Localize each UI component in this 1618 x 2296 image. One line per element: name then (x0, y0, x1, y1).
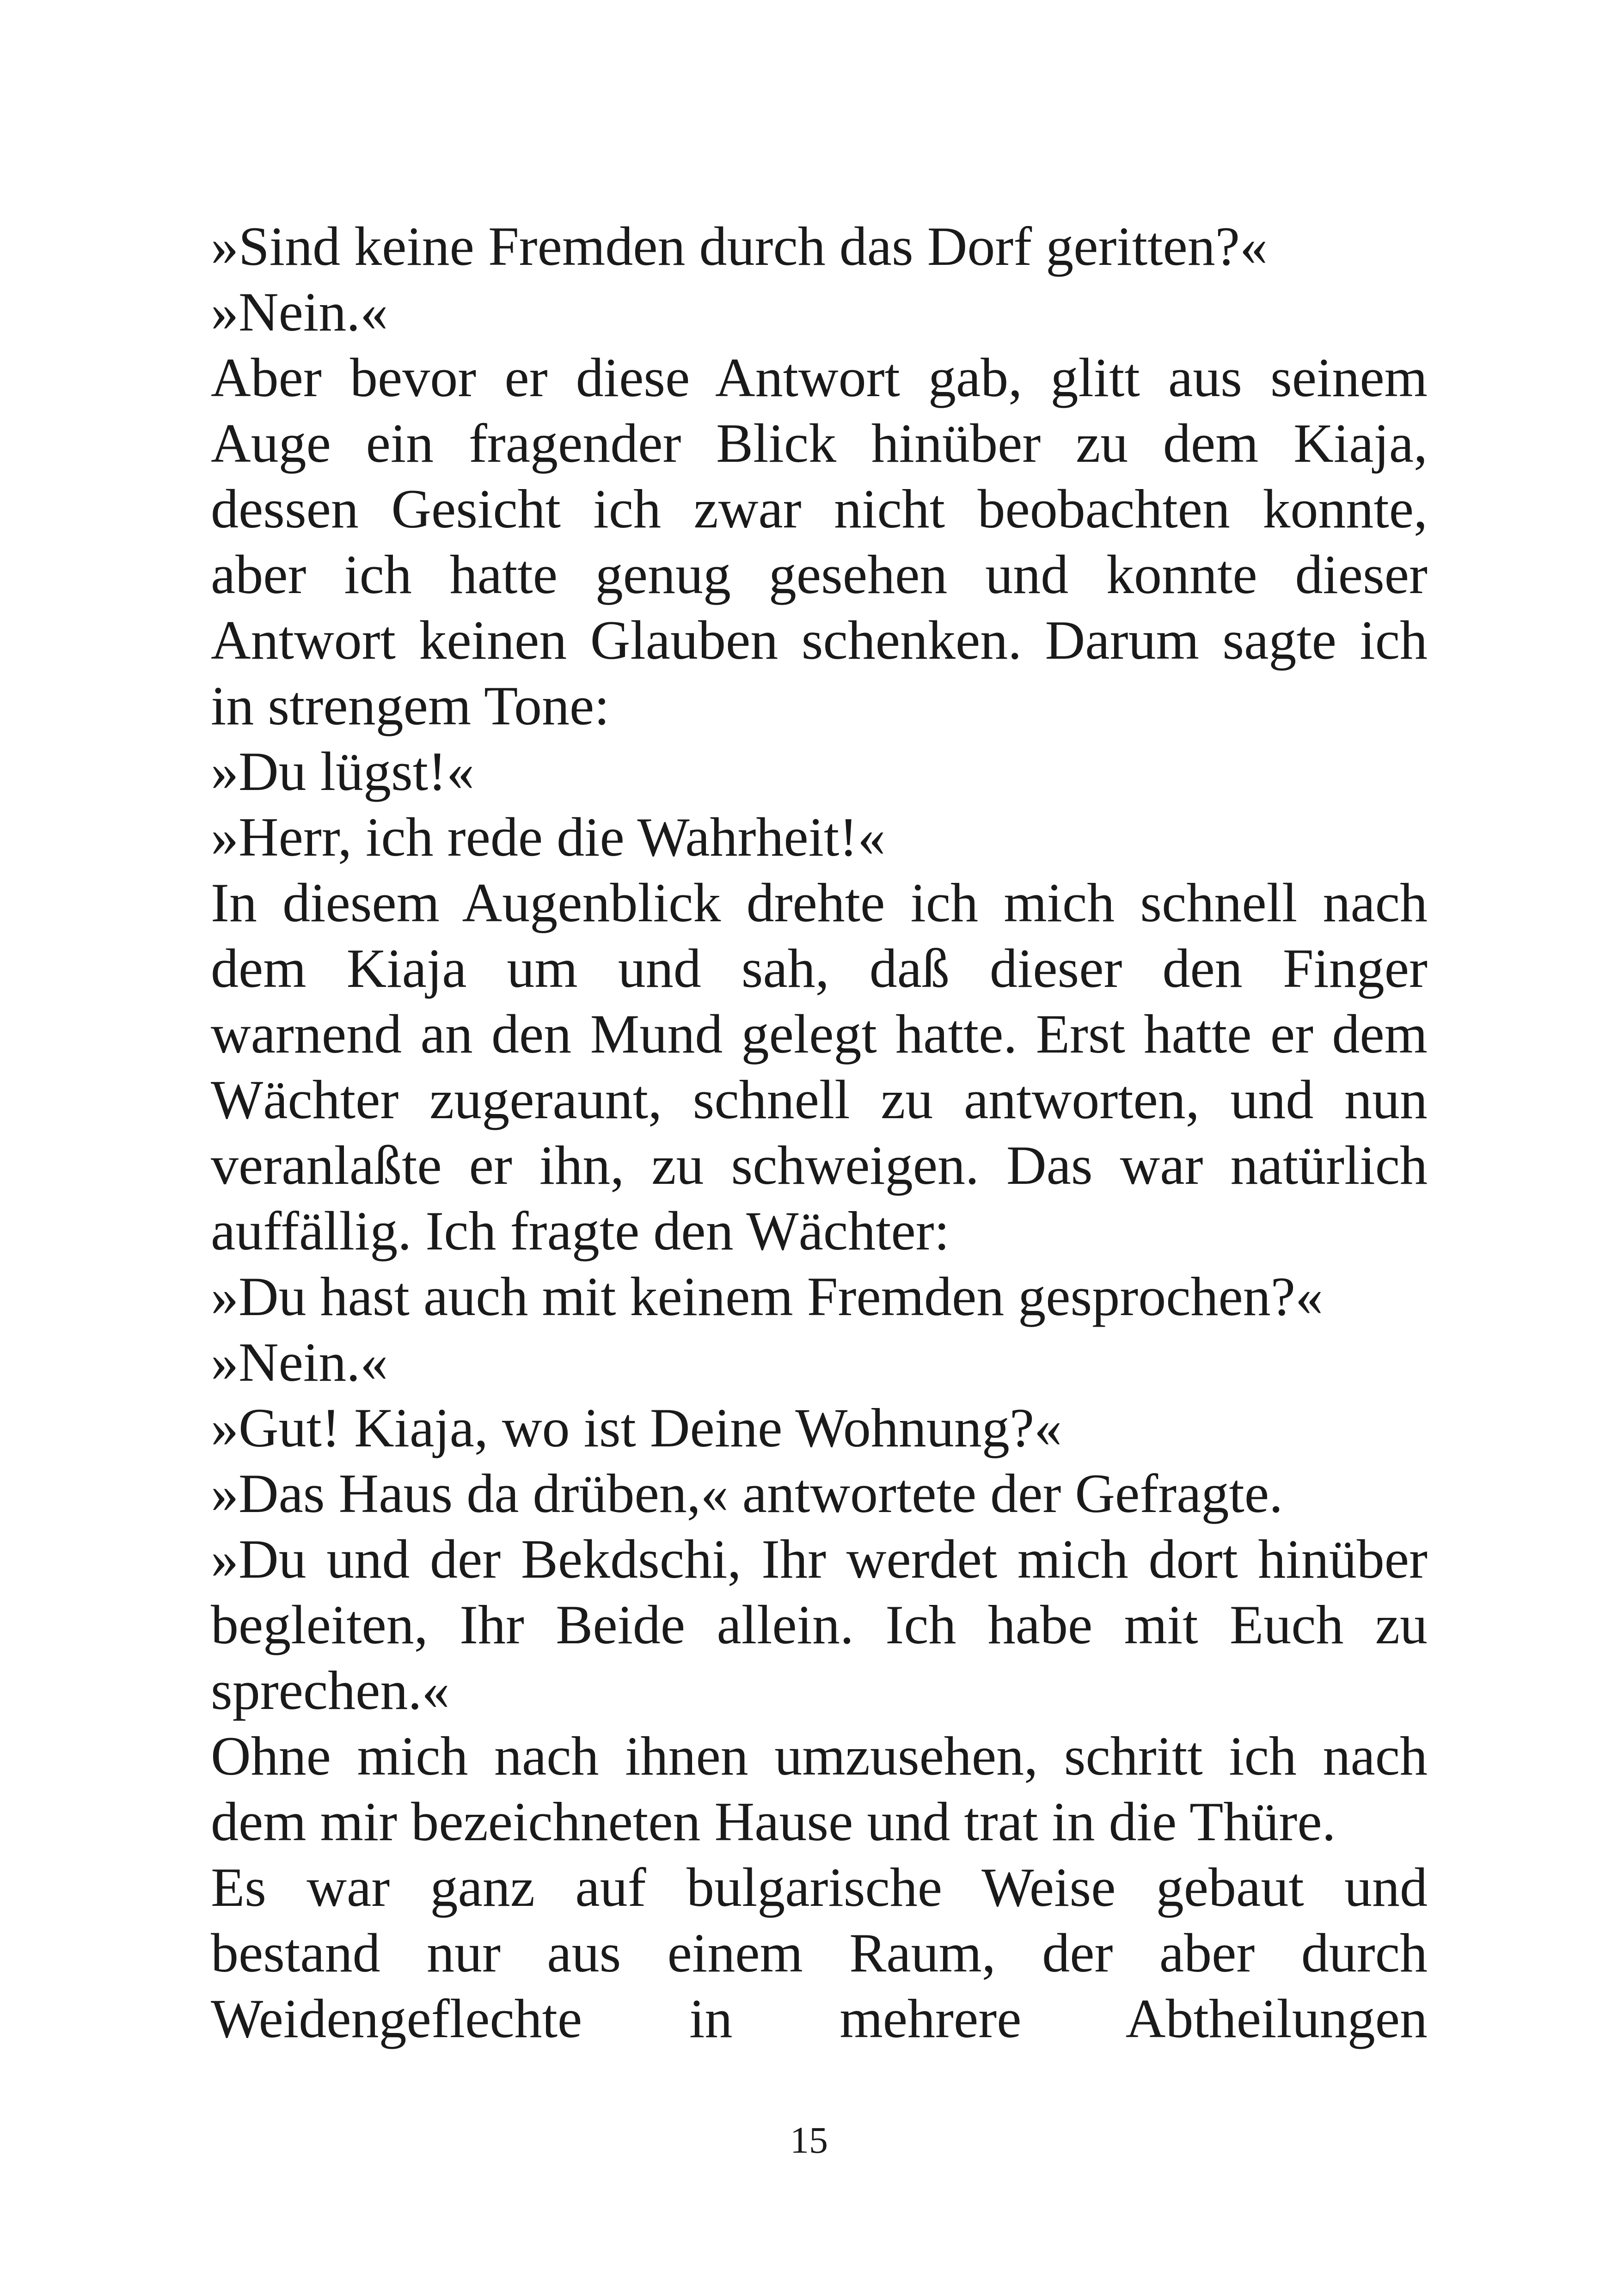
text-line: Aber bevor er diese Antwort gab, glitt aus seinem (211, 347, 1428, 408)
text-line: bestand nur aus einem Raum, der aber durch (211, 1922, 1428, 1984)
page-number: 15 (790, 2119, 828, 2161)
text-line: »Gut! Kiaja, wo ist Deine Wohnung?« (211, 1397, 1062, 1458)
text-line: »Nein.« (211, 1331, 388, 1393)
text-line: »Herr, ich rede die Wahrheit!« (211, 806, 886, 868)
text-line: veranlaßte er ihn, zu schweigen. Das war natürlich (211, 1134, 1428, 1196)
text-line: »Sind keine Fremden durch das Dorf geritten?« (211, 215, 1268, 277)
text-line: »Du und der Bekdschi, Ihr werdet mich dort hinüber (211, 1528, 1428, 1590)
text-line: Auge ein fragender Blick hinüber zu dem Kiaja, (211, 412, 1428, 474)
text-line: dessen Gesicht ich zwar nicht beobachten konnte, (211, 478, 1428, 539)
text-line: auffällig. Ich fragte den Wächter: (211, 1200, 950, 1261)
text-line: Ohne mich nach ihnen umzusehen, schritt ich nach (211, 1725, 1428, 1787)
text-line: aber ich hatte genug gesehen und konnte dieser (211, 544, 1428, 605)
text-line: Weidengeflechte in mehrere Abtheilungen (211, 1988, 1428, 2049)
text-line: dem mir bezeichneten Hause und trat in die Thüre. (211, 1791, 1336, 1852)
text-line: Wächter zugeraunt, schnell zu antworten, und nun (211, 1069, 1428, 1130)
text-line: sprechen.« (211, 1659, 450, 1721)
text-line: Es war ganz auf bulgarische Weise gebaut und (211, 1856, 1428, 1918)
text-line: in strengem Tone: (211, 675, 610, 736)
text-line: dem Kiaja um und sah, daß dieser den Finger (211, 937, 1428, 999)
text-line: »Du lügst!« (211, 741, 474, 802)
text-line: In diesem Augenblick drehte ich mich schnell nach (211, 872, 1428, 933)
text-line: »Nein.« (211, 281, 388, 343)
body-text (211, 214, 1428, 2051)
text-line: Antwort keinen Glauben schenken. Darum sagte ich (211, 609, 1428, 671)
text-line: warnend an den Mund gelegt hatte. Erst hatte er dem (211, 1003, 1428, 1065)
text-line: begleiten, Ihr Beide allein. Ich habe mit Euch zu (211, 1594, 1428, 1655)
text-line: »Das Haus da drüben,« antwortete der Gefragte. (211, 1463, 1283, 1524)
text-line: »Du hast auch mit keinem Fremden gesprochen?« (211, 1266, 1323, 1327)
